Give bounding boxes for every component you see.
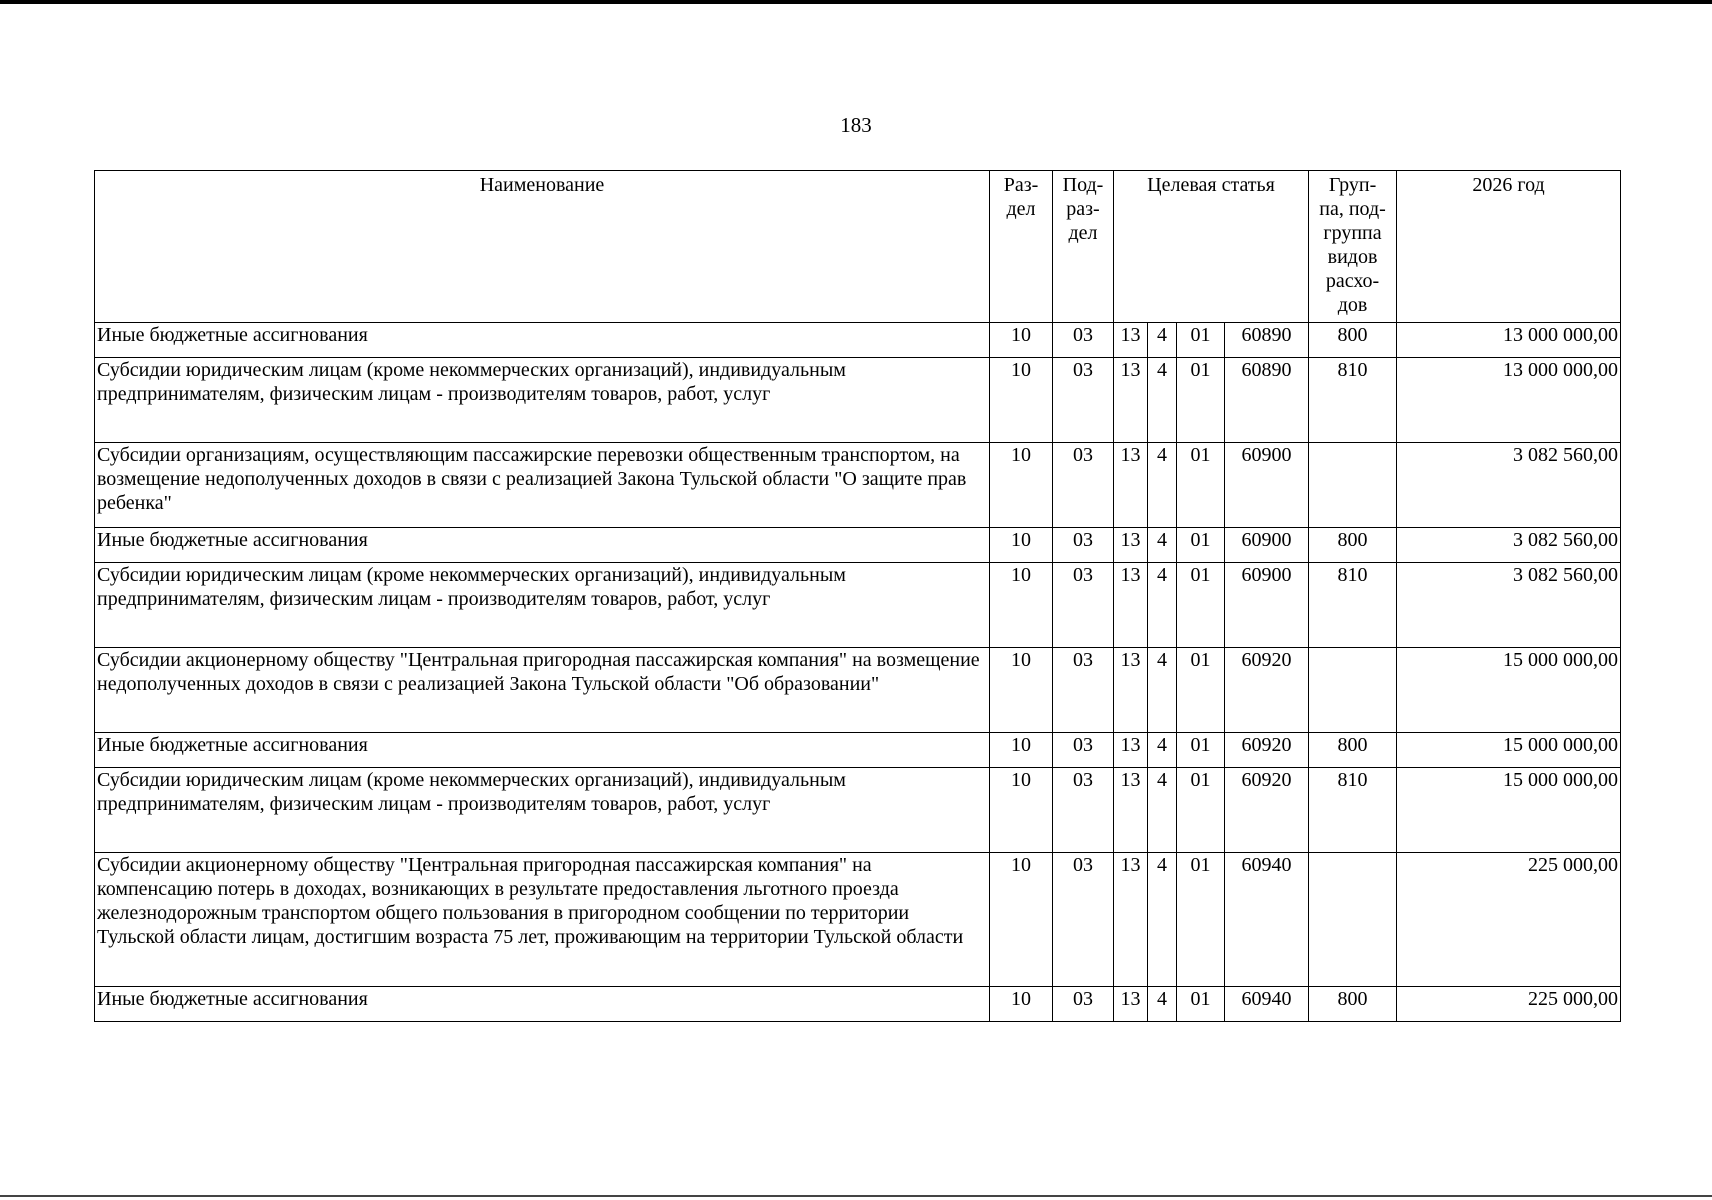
row-target-type: 4 <box>1148 768 1177 853</box>
row-amount: 3 082 560,00 <box>1397 528 1621 563</box>
row-group: 800 <box>1309 528 1397 563</box>
row-group: 810 <box>1309 358 1397 443</box>
row-section: 10 <box>990 733 1053 768</box>
row-subsection: 03 <box>1053 358 1114 443</box>
row-amount: 225 000,00 <box>1397 853 1621 987</box>
row-target-program: 13 <box>1114 733 1148 768</box>
row-section: 10 <box>990 443 1053 528</box>
row-target-type: 4 <box>1148 323 1177 358</box>
table-row <box>95 987 1621 1022</box>
row-name: Иные бюджетные ассигнования <box>95 323 990 358</box>
row-section: 10 <box>990 648 1053 733</box>
table-row <box>95 323 1621 358</box>
row-target-type: 4 <box>1148 648 1177 733</box>
page-number: 183 <box>840 113 872 137</box>
row-subsection: 03 <box>1053 443 1114 528</box>
row-section: 10 <box>990 987 1053 1022</box>
row-target-subprogram: 01 <box>1177 528 1225 563</box>
row-name: Иные бюджетные ассигнования <box>95 987 990 1022</box>
budget-table <box>94 170 1621 1022</box>
row-subsection: 03 <box>1053 323 1114 358</box>
row-group <box>1309 853 1397 987</box>
row-target-direction: 60940 <box>1225 853 1309 987</box>
column-header-year: 2026 год <box>1397 171 1621 323</box>
table-row <box>95 443 1621 528</box>
row-amount: 3 082 560,00 <box>1397 443 1621 528</box>
row-target-subprogram: 01 <box>1177 987 1225 1022</box>
row-target-subprogram: 01 <box>1177 853 1225 987</box>
column-header-section: Раз- дел <box>990 171 1053 323</box>
row-name: Субсидии акционерному обществу "Центральная пригородная пассажирская компания" на возмещение недополученных доходов в связи с реализацией Закона Тульской области "Об образовании" <box>95 648 990 733</box>
row-target-program: 13 <box>1114 563 1148 648</box>
row-target-subprogram: 01 <box>1177 358 1225 443</box>
row-name: Субсидии юридическим лицам (кроме некоммерческих организаций), индивидуальным предпринимателям, физическим лицам - производителям товаров, работ, услуг <box>95 768 990 853</box>
row-target-type: 4 <box>1148 528 1177 563</box>
row-group <box>1309 648 1397 733</box>
row-target-program: 13 <box>1114 358 1148 443</box>
table-row <box>95 853 1621 987</box>
row-name: Субсидии юридическим лицам (кроме некоммерческих организаций), индивидуальным предпринимателям, физическим лицам - производителям товаров, работ, услуг <box>95 358 990 443</box>
row-target-direction: 60900 <box>1225 563 1309 648</box>
row-target-type: 4 <box>1148 443 1177 528</box>
row-target-program: 13 <box>1114 528 1148 563</box>
row-target-program: 13 <box>1114 853 1148 987</box>
row-name: Субсидии акционерному обществу "Центральная пригородная пассажирская компания" на компенсацию потерь в доходах, возникающих в результате предоставления льготного проезда железнодорожным транспортом общего пользования в пригородном сообщении по территории Тульской области лицам, достигшим возраста 75 лет, проживающим на территории Тульской области <box>95 853 990 987</box>
row-target-direction: 60920 <box>1225 648 1309 733</box>
row-group <box>1309 443 1397 528</box>
row-section: 10 <box>990 528 1053 563</box>
row-target-subprogram: 01 <box>1177 768 1225 853</box>
column-header-group: Груп- па, под- группа видов расхо- дов <box>1309 171 1397 323</box>
row-section: 10 <box>990 358 1053 443</box>
row-target-subprogram: 01 <box>1177 323 1225 358</box>
table-row <box>95 358 1621 443</box>
row-group: 800 <box>1309 733 1397 768</box>
row-name: Субсидии организациям, осуществляющим пассажирские перевозки общественным транспортом, на возмещение недополученных доходов в связи с реализацией Закона Тульской области "О защите прав ребенка" <box>95 443 990 528</box>
row-subsection: 03 <box>1053 987 1114 1022</box>
row-target-subprogram: 01 <box>1177 563 1225 648</box>
row-name: Субсидии юридическим лицам (кроме некоммерческих организаций), индивидуальным предпринимателям, физическим лицам - производителям товаров, работ, услуг <box>95 563 990 648</box>
table-row <box>95 648 1621 733</box>
row-target-program: 13 <box>1114 648 1148 733</box>
row-target-type: 4 <box>1148 358 1177 443</box>
row-group: 800 <box>1309 323 1397 358</box>
row-amount: 13 000 000,00 <box>1397 323 1621 358</box>
row-amount: 15 000 000,00 <box>1397 648 1621 733</box>
row-target-subprogram: 01 <box>1177 443 1225 528</box>
column-header-name: Наименование <box>95 171 990 323</box>
row-target-program: 13 <box>1114 323 1148 358</box>
row-target-subprogram: 01 <box>1177 648 1225 733</box>
row-name: Иные бюджетные ассигнования <box>95 528 990 563</box>
row-amount: 225 000,00 <box>1397 987 1621 1022</box>
table-row <box>95 768 1621 853</box>
row-subsection: 03 <box>1053 768 1114 853</box>
row-target-program: 13 <box>1114 987 1148 1022</box>
row-section: 10 <box>990 768 1053 853</box>
row-amount: 15 000 000,00 <box>1397 733 1621 768</box>
row-section: 10 <box>990 563 1053 648</box>
row-target-direction: 60940 <box>1225 987 1309 1022</box>
row-target-type: 4 <box>1148 853 1177 987</box>
row-target-subprogram: 01 <box>1177 733 1225 768</box>
row-group: 810 <box>1309 768 1397 853</box>
row-amount: 3 082 560,00 <box>1397 563 1621 648</box>
row-amount: 15 000 000,00 <box>1397 768 1621 853</box>
row-target-program: 13 <box>1114 443 1148 528</box>
row-section: 10 <box>990 323 1053 358</box>
row-target-direction: 60890 <box>1225 358 1309 443</box>
row-target-direction: 60920 <box>1225 768 1309 853</box>
row-subsection: 03 <box>1053 648 1114 733</box>
row-target-type: 4 <box>1148 563 1177 648</box>
column-header-target: Целевая статья <box>1114 171 1309 323</box>
column-header-subsection: Под- раз- дел <box>1053 171 1114 323</box>
row-group: 810 <box>1309 563 1397 648</box>
row-subsection: 03 <box>1053 853 1114 987</box>
row-subsection: 03 <box>1053 528 1114 563</box>
row-target-type: 4 <box>1148 733 1177 768</box>
table-header-row <box>95 171 1621 323</box>
row-amount: 13 000 000,00 <box>1397 358 1621 443</box>
row-target-direction: 60890 <box>1225 323 1309 358</box>
row-name: Иные бюджетные ассигнования <box>95 733 990 768</box>
row-target-direction: 60900 <box>1225 528 1309 563</box>
row-section: 10 <box>990 853 1053 987</box>
table-row <box>95 563 1621 648</box>
row-target-direction: 60900 <box>1225 443 1309 528</box>
table-row <box>95 528 1621 563</box>
bottom-scan-border <box>0 1195 1712 1197</box>
row-target-type: 4 <box>1148 987 1177 1022</box>
row-group: 800 <box>1309 987 1397 1022</box>
table-row <box>95 733 1621 768</box>
row-target-direction: 60920 <box>1225 733 1309 768</box>
top-scan-border <box>0 0 1712 4</box>
row-subsection: 03 <box>1053 733 1114 768</box>
row-subsection: 03 <box>1053 563 1114 648</box>
row-target-program: 13 <box>1114 768 1148 853</box>
